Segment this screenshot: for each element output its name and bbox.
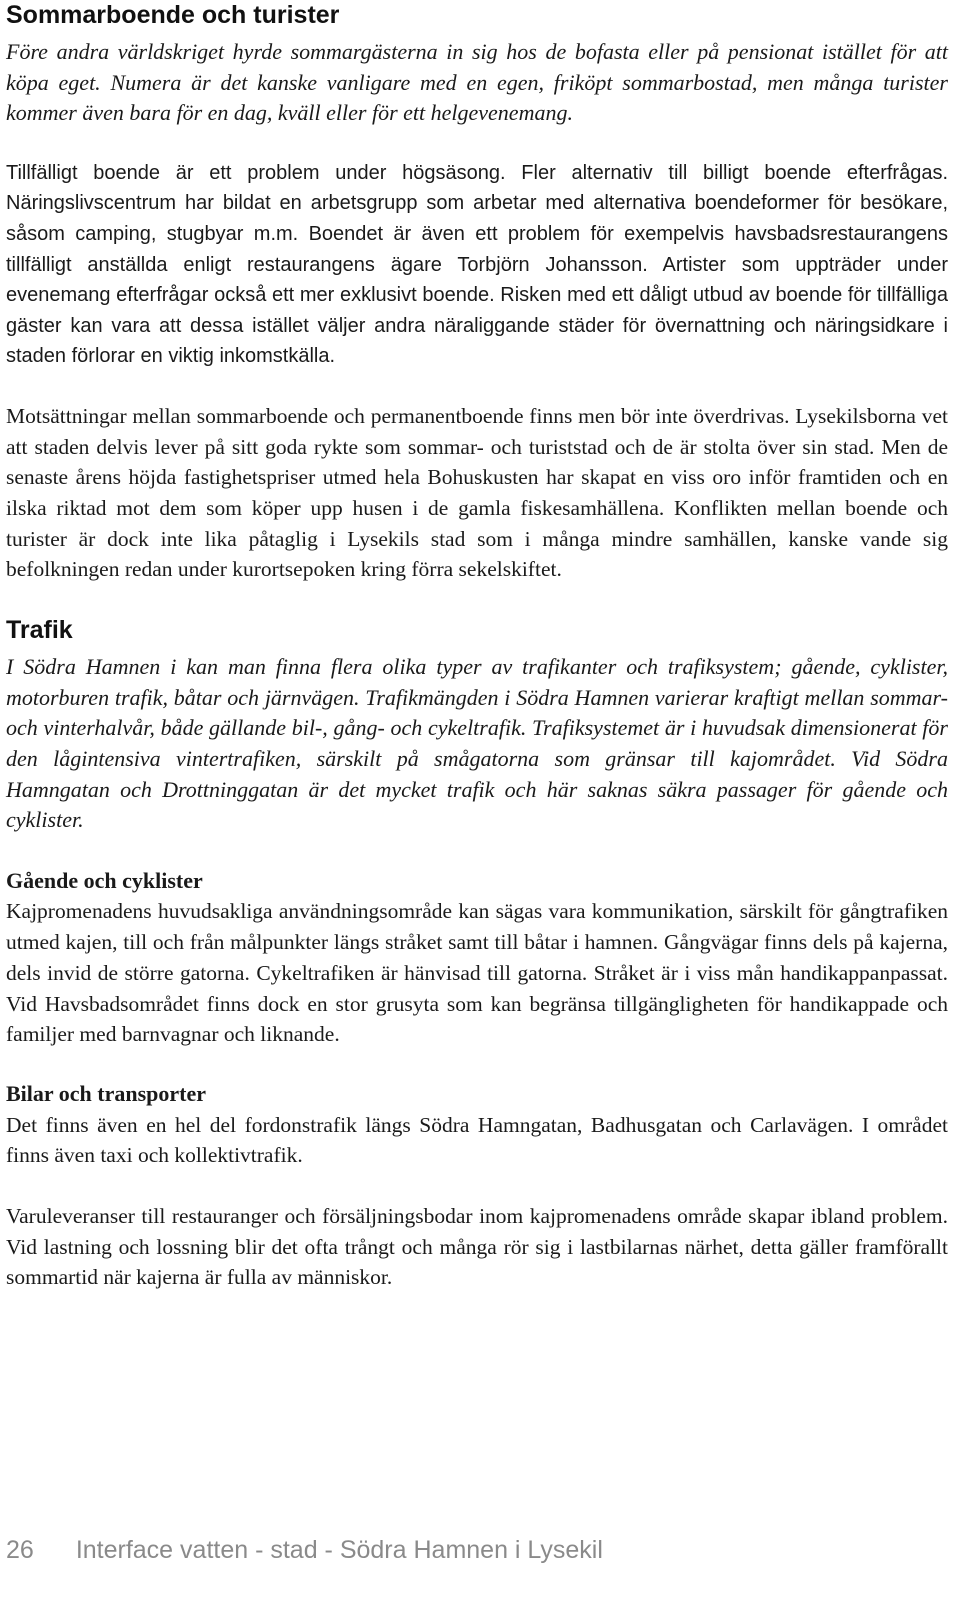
subheading-bilar-transporter: Bilar och transporter — [6, 1080, 207, 1106]
document-page — [6, 0, 948, 1293]
page-footer — [6, 1536, 603, 1565]
running-title: Interface vatten - stad - Södra Hamnen i Lysekil — [75, 1536, 603, 1564]
paragraph-bilar-transporter: Det finns även en hel del fordonstrafik längs Södra Hamngatan, Badhusgatan och Carlavägen. I området finns även taxi och kollektivtrafik. — [6, 1112, 948, 1168]
section-intro-trafik: I Södra Hamnen i kan man finna flera olika typer av trafikanter och trafiksystem; gående, cyklister, motorburen trafik, båtar och järnvägen. Trafikmängden i Södra Hamnen varierar kraftigt mellan sommar- och vinterhalvår, både gällande bil-, gång- och cykeltrafik. Trafiksystemet är i huvudsak dimensionerat för den lågintensiva vintertrafiken, särskilt på smågatorna som gränsar till kajområdet. Vid Södra Hamngatan och Drottninggatan är det mycket trafik och här saknas säkra passager för gående och cyklister. — [6, 654, 948, 833]
section-intro-sommarboende: Före andra världskriget hyrde sommargästerna in sig hos de bofasta eller på pensionat istället för att köpa eget. Numera är det kanske vanligare med en egen, friköpt sommarbostad, men många turister kommer även bara för en dag, kväll eller för ett helgevenemang. — [6, 39, 948, 126]
subheading-gaende-cyklister: Gående och cyklister — [6, 867, 203, 893]
page-number: 26 — [6, 1536, 34, 1564]
paragraph-tillfalligt-boende: Tillfälligt boende är ett problem under högsäsong. Fler alternativ till billigt boende efterfrågas. Näringslivscentrum har bildat en arbetsgrupp som arbetar med alternativa boendeformer för besökare, såsom camping, stugbyar m.m. Boendet är även ett problem för exempelvis havsbadsrestaurangens tillfälligt anställda enligt restaurangens ägare Torbjörn Johansson. Artister som uppträder under evenemang efterfrågar också ett mer exklusivt boende. Risken med ett dåligt utbud av boende för tillfälliga gäster kan vara att dessa istället väljer andra näraliggande städer för övernattning och näringsidkare i staden förlorar en viktig inkomstkälla. — [6, 161, 948, 368]
section-heading-trafik: Trafik — [6, 616, 73, 645]
paragraph-varuleveranser: Varuleveranser till restauranger och försäljningsbodar inom kajpromenadens område skapar ibland problem. Vid lastning och lossning blir det ofta trångt och många rör sig i lastbilarnas närhet, detta gäller framförallt sommartid när kajerna är fulla av människor. — [6, 1204, 948, 1290]
section-heading-sommarboende: Sommarboende och turister — [6, 1, 340, 29]
paragraph-motsattningar: Motsättningar mellan sommarboende och permanentboende finns men bör inte överdrivas. Lysekilsborna vet att staden delvis lever på sitt goda rykte som sommar- och turiststad och de är stolta över sin stad. Men de senaste årens höjda fastighetspriser utmed hela Bohuskusten har skapat en viss oro inför framtiden och en ilska riktad mot dem som köper upp husen i de gamla fiskesamhällena. Konflikten mellan boende och turister är dock inte lika påtaglig i Lysekils stad som i många mindre samhällen, kanske vande sig befolkningen redan under kurortsepoken kring förra sekelskiftet. — [6, 403, 948, 582]
paragraph-gaende-cyklister: Kajpromenadens huvudsakliga användningsområde kan sägas vara kommunikation, särskilt för gångtrafiken utmed kajen, till och från målpunkter längs stråket samt till båtar i hamnen. Gångvägar finns dels på kajerna, dels invid de större gatorna. Cykeltrafiken är hänvisad till gatorna. Stråket är i viss mån handikappanpassat. Vid Havsbadsområdet finns dock en stor grusyta som kan begränsa tillgängligheten för handikappade och familjer med barnvagnar och liknande. — [6, 899, 948, 1047]
